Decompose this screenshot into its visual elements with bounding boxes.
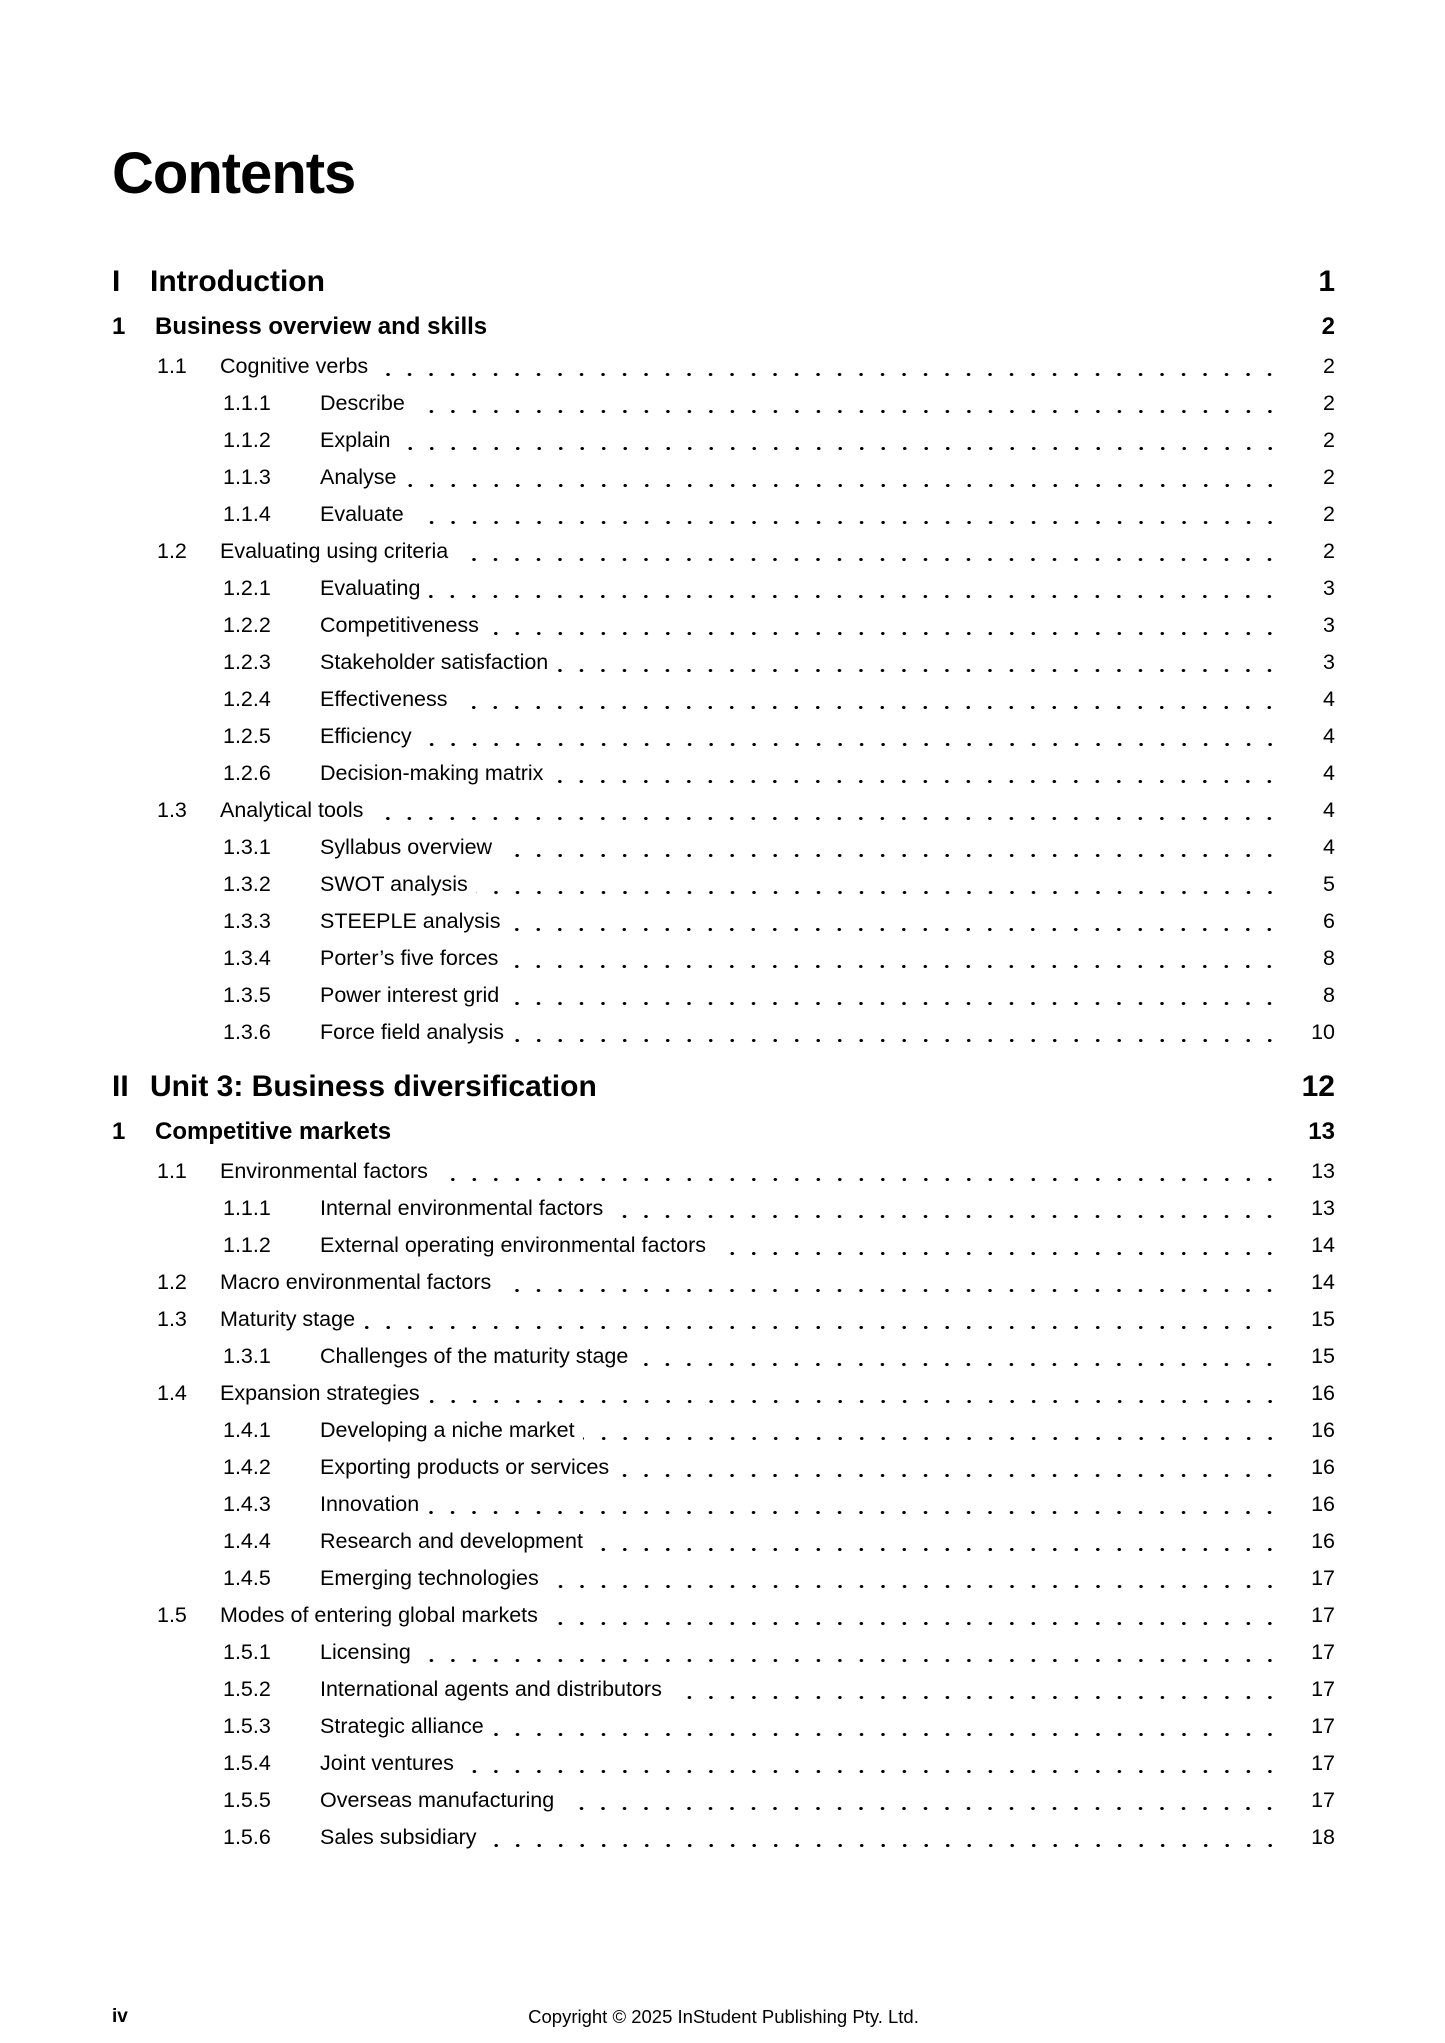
entry-page: 3 xyxy=(1323,576,1335,600)
entry-page: 8 xyxy=(1323,983,1335,1007)
entry-title: SWOT analysis xyxy=(320,872,468,896)
entry-page: 15 xyxy=(1311,1307,1335,1331)
entry-number: 1.3.1 xyxy=(223,1344,271,1368)
entry-title: Internal environmental factors xyxy=(320,1196,604,1220)
dot-leader xyxy=(428,1375,1273,1412)
entry-page: 18 xyxy=(1311,1825,1335,1849)
dot-leader xyxy=(636,1338,1273,1375)
entry-page: 13 xyxy=(1311,1196,1335,1220)
entry-number: 1.1.2 xyxy=(223,428,271,452)
entry-page: 6 xyxy=(1323,909,1335,933)
entry-title: Exporting products or services xyxy=(320,1455,610,1479)
entry-page: 17 xyxy=(1311,1603,1335,1627)
dot-leader xyxy=(456,533,1273,570)
entry-number: 1.1.2 xyxy=(223,1233,271,1257)
entry-page: 14 xyxy=(1311,1270,1335,1294)
dot-leader xyxy=(371,792,1273,829)
toc-entry-row xyxy=(157,792,1335,829)
toc-entry-row xyxy=(223,681,1335,718)
entry-page: 13 xyxy=(1308,1118,1335,1145)
dot-leader xyxy=(583,1412,1273,1449)
dot-leader xyxy=(495,306,1273,348)
entry-title: Environmental factors xyxy=(220,1159,428,1183)
entry-page: 4 xyxy=(1323,761,1335,785)
entry-number: 1.2.1 xyxy=(223,576,271,600)
entry-title: Force field analysis xyxy=(320,1020,505,1044)
entry-title: Modes of entering global markets xyxy=(220,1603,538,1627)
entry-title: Joint ventures xyxy=(320,1751,454,1775)
entry-title: Maturity stage xyxy=(220,1307,356,1331)
toc-entry-row xyxy=(223,607,1335,644)
entry-number: 1.4.4 xyxy=(223,1529,271,1553)
dot-leader xyxy=(670,1671,1273,1708)
dot-leader xyxy=(499,1264,1273,1301)
entry-title: Explain xyxy=(320,428,391,452)
toc-entry-row xyxy=(223,1014,1335,1051)
entry-page: 2 xyxy=(1323,391,1335,415)
entry-number: 1.5.2 xyxy=(223,1677,271,1701)
toc-entry-row xyxy=(223,718,1335,755)
toc-entry-row xyxy=(157,1597,1335,1634)
toc-entry-row xyxy=(223,644,1335,681)
toc-part-row xyxy=(112,258,1335,306)
dot-leader xyxy=(611,1190,1273,1227)
dot-leader xyxy=(512,1014,1273,1051)
entry-page: 16 xyxy=(1311,1455,1335,1479)
dot-leader xyxy=(617,1449,1273,1486)
entry-number: 1.3.1 xyxy=(223,835,271,859)
entry-page: 17 xyxy=(1311,1714,1335,1738)
dot-leader xyxy=(436,1153,1273,1190)
entry-title: Competitive markets xyxy=(155,1118,392,1145)
entry-number: 1.4.2 xyxy=(223,1455,271,1479)
dot-leader xyxy=(485,1819,1273,1856)
entry-number: 1.2 xyxy=(157,539,187,563)
entry-number: II xyxy=(112,1070,129,1103)
entry-number: 1.5 xyxy=(157,1603,187,1627)
entry-page: 17 xyxy=(1311,1677,1335,1701)
toc-entry-row xyxy=(223,1745,1335,1782)
entry-title: Business overview and skills xyxy=(155,313,488,340)
entry-number: 1.2.2 xyxy=(223,613,271,637)
toc-entry-row xyxy=(223,977,1335,1014)
dot-leader xyxy=(507,977,1273,1014)
entry-number: 1.3.4 xyxy=(223,946,271,970)
entry-title: Stakeholder satisfaction xyxy=(320,650,549,674)
entry-number: 1.3.3 xyxy=(223,909,271,933)
entry-number: 1.1.1 xyxy=(223,391,271,415)
entry-number: 1.1.4 xyxy=(223,502,271,526)
dot-leader xyxy=(546,1597,1273,1634)
entry-number: 1.5.6 xyxy=(223,1825,271,1849)
toc-entry-row xyxy=(223,385,1335,422)
entry-number: 1 xyxy=(112,1118,126,1145)
entry-title: Evaluating using criteria xyxy=(220,539,449,563)
entry-number: 1.4.5 xyxy=(223,1566,271,1590)
entry-number: 1.3 xyxy=(157,1307,187,1331)
entry-number: 1.1.3 xyxy=(223,465,271,489)
entry-title: Evaluate xyxy=(320,502,404,526)
entry-title: Analytical tools xyxy=(220,798,364,822)
toc-entry-row xyxy=(157,1301,1335,1338)
dot-leader xyxy=(714,1227,1273,1264)
dot-leader xyxy=(420,718,1273,755)
entry-title: Cognitive verbs xyxy=(220,354,369,378)
dot-leader xyxy=(427,1486,1273,1523)
entry-number: 1.3.5 xyxy=(223,983,271,1007)
dot-leader xyxy=(462,1745,1273,1782)
toc-entry-row xyxy=(223,829,1335,866)
entry-title: STEEPLE analysis xyxy=(320,909,501,933)
toc-chapter-row xyxy=(112,306,1335,348)
toc-part xyxy=(112,258,1335,1051)
entry-page: 4 xyxy=(1323,687,1335,711)
toc-entry-row xyxy=(223,1190,1335,1227)
toc-entry-row xyxy=(223,1708,1335,1745)
entry-page: 8 xyxy=(1323,946,1335,970)
toc xyxy=(112,258,1335,1856)
dot-leader xyxy=(399,422,1273,459)
toc-entry-row xyxy=(157,533,1335,570)
entry-title: Challenges of the maturity stage xyxy=(320,1344,629,1368)
entry-page: 2 xyxy=(1323,539,1335,563)
entry-page: 12 xyxy=(1301,1070,1335,1103)
dot-leader xyxy=(376,348,1273,385)
entry-page: 5 xyxy=(1323,872,1335,896)
entry-number: 1.3.6 xyxy=(223,1020,271,1044)
dot-leader xyxy=(428,570,1273,607)
dot-leader xyxy=(605,1063,1273,1111)
entry-number: 1.2.6 xyxy=(223,761,271,785)
entry-title: Developing a niche market xyxy=(320,1418,575,1442)
entry-number: 1.3 xyxy=(157,798,187,822)
footer-page-number: iv xyxy=(112,2006,128,2027)
entry-number: 1.4.3 xyxy=(223,1492,271,1516)
entry-title: Strategic alliance xyxy=(320,1714,484,1738)
toc-entry-row xyxy=(223,1412,1335,1449)
toc-entry-row xyxy=(223,1523,1335,1560)
entry-number: 1.4 xyxy=(157,1381,187,1405)
toc-entry-row xyxy=(223,459,1335,496)
dot-leader xyxy=(476,866,1273,903)
entry-title: Evaluating xyxy=(320,576,421,600)
entry-title: Overseas manufacturing xyxy=(320,1788,555,1812)
entry-number: 1.1.1 xyxy=(223,1196,271,1220)
toc-entry-row xyxy=(223,755,1335,792)
entry-page: 2 xyxy=(1323,354,1335,378)
entry-number: 1.5.5 xyxy=(223,1788,271,1812)
dot-leader xyxy=(363,1301,1273,1338)
dot-leader xyxy=(399,1111,1273,1153)
entry-title: Effectiveness xyxy=(320,687,448,711)
page-footer xyxy=(112,2005,1335,2029)
toc-part-row xyxy=(112,1063,1335,1111)
entry-page: 17 xyxy=(1311,1751,1335,1775)
entry-title: Licensing xyxy=(320,1640,411,1664)
dot-leader xyxy=(508,903,1273,940)
dot-leader xyxy=(419,1634,1273,1671)
entry-title: Unit 3: Business diversification xyxy=(150,1070,597,1103)
entry-number: 1 xyxy=(112,313,126,340)
entry-title: Innovation xyxy=(320,1492,420,1516)
toc-entry-row xyxy=(157,1264,1335,1301)
dot-leader xyxy=(547,1560,1273,1597)
entry-number: 1.5.3 xyxy=(223,1714,271,1738)
dot-leader xyxy=(551,755,1273,792)
toc-entry-row xyxy=(223,1486,1335,1523)
entry-page: 16 xyxy=(1311,1529,1335,1553)
entry-title: Syllabus overview xyxy=(320,835,493,859)
entry-page: 13 xyxy=(1311,1159,1335,1183)
entry-number: 1.2 xyxy=(157,1270,187,1294)
dot-leader xyxy=(562,1782,1273,1819)
dot-leader xyxy=(556,644,1273,681)
entry-title: Introduction xyxy=(150,265,325,298)
toc-part xyxy=(112,1063,1335,1856)
entry-page: 3 xyxy=(1323,650,1335,674)
toc-entry-row xyxy=(223,422,1335,459)
dot-leader xyxy=(591,1523,1273,1560)
entry-number: 1.2.3 xyxy=(223,650,271,674)
entry-number: 1.3.2 xyxy=(223,872,271,896)
entry-number: 1.5.1 xyxy=(223,1640,271,1664)
toc-entry-row xyxy=(223,1819,1335,1856)
entry-title: External operating environmental factors xyxy=(320,1233,707,1257)
toc-entry-row xyxy=(223,1560,1335,1597)
dot-leader xyxy=(506,940,1273,977)
entry-title: Sales subsidiary xyxy=(320,1825,477,1849)
entry-page: 17 xyxy=(1311,1640,1335,1664)
toc-entry-row xyxy=(223,1449,1335,1486)
entry-title: Porter’s five forces xyxy=(320,946,499,970)
entry-title: International agents and distributors xyxy=(320,1677,662,1701)
entry-page: 15 xyxy=(1311,1344,1335,1368)
entry-title: Research and development xyxy=(320,1529,583,1553)
entry-page: 1 xyxy=(1318,265,1335,298)
entry-page: 2 xyxy=(1323,428,1335,452)
toc-entry-row xyxy=(157,348,1335,385)
dot-leader xyxy=(333,258,1273,306)
entry-title: Expansion strategies xyxy=(220,1381,420,1405)
toc-entry-row xyxy=(157,1375,1335,1412)
toc-entry-row xyxy=(223,1338,1335,1375)
entry-page: 2 xyxy=(1321,313,1335,340)
entry-page: 3 xyxy=(1323,613,1335,637)
entry-page: 10 xyxy=(1311,1020,1335,1044)
entry-title: Macro environmental factors xyxy=(220,1270,492,1294)
toc-entry-row xyxy=(223,903,1335,940)
entry-page: 16 xyxy=(1311,1492,1335,1516)
entry-title: Describe xyxy=(320,391,405,415)
entry-page: 16 xyxy=(1311,1381,1335,1405)
dot-leader xyxy=(413,385,1273,422)
toc-entry-row xyxy=(223,1671,1335,1708)
entry-page: 4 xyxy=(1323,724,1335,748)
entry-number: 1.4.1 xyxy=(223,1418,271,1442)
entry-page: 17 xyxy=(1311,1788,1335,1812)
entry-page: 4 xyxy=(1323,835,1335,859)
entry-page: 4 xyxy=(1323,798,1335,822)
entry-page: 2 xyxy=(1323,465,1335,489)
page-title: Contents xyxy=(112,141,356,206)
dot-leader xyxy=(492,1708,1273,1745)
entry-title: Power interest grid xyxy=(320,983,500,1007)
entry-page: 14 xyxy=(1311,1233,1335,1257)
entry-page: 2 xyxy=(1323,502,1335,526)
toc-entry-row xyxy=(223,940,1335,977)
toc-entry-row xyxy=(223,496,1335,533)
entry-number: 1.1 xyxy=(157,1159,187,1183)
toc-entry-row xyxy=(223,1782,1335,1819)
dot-leader xyxy=(455,681,1273,718)
footer-copyright: Copyright © 2025 InStudent Publishing Pty. Ltd. xyxy=(528,2006,919,2027)
toc-entry-row xyxy=(157,1153,1335,1190)
entry-number: 1.1 xyxy=(157,354,187,378)
entry-title: Decision-making matrix xyxy=(320,761,544,785)
entry-page: 17 xyxy=(1311,1566,1335,1590)
entry-title: Competitiveness xyxy=(320,613,479,637)
entry-number: 1.2.5 xyxy=(223,724,271,748)
entry-number: I xyxy=(112,265,121,298)
entry-number: 1.2.4 xyxy=(223,687,271,711)
toc-entry-row xyxy=(223,1634,1335,1671)
entry-number: 1.5.4 xyxy=(223,1751,271,1775)
toc-entry-row xyxy=(223,1227,1335,1264)
entry-title: Emerging technologies xyxy=(320,1566,539,1590)
toc-entry-row xyxy=(223,866,1335,903)
entry-title: Analyse xyxy=(320,465,397,489)
toc-chapter-row xyxy=(112,1111,1335,1153)
toc-entry-row xyxy=(223,570,1335,607)
dot-leader xyxy=(405,459,1274,496)
dot-leader xyxy=(412,496,1273,533)
dot-leader xyxy=(487,607,1273,644)
entry-title: Efficiency xyxy=(320,724,412,748)
entry-page: 16 xyxy=(1311,1418,1335,1442)
dot-leader xyxy=(500,829,1273,866)
